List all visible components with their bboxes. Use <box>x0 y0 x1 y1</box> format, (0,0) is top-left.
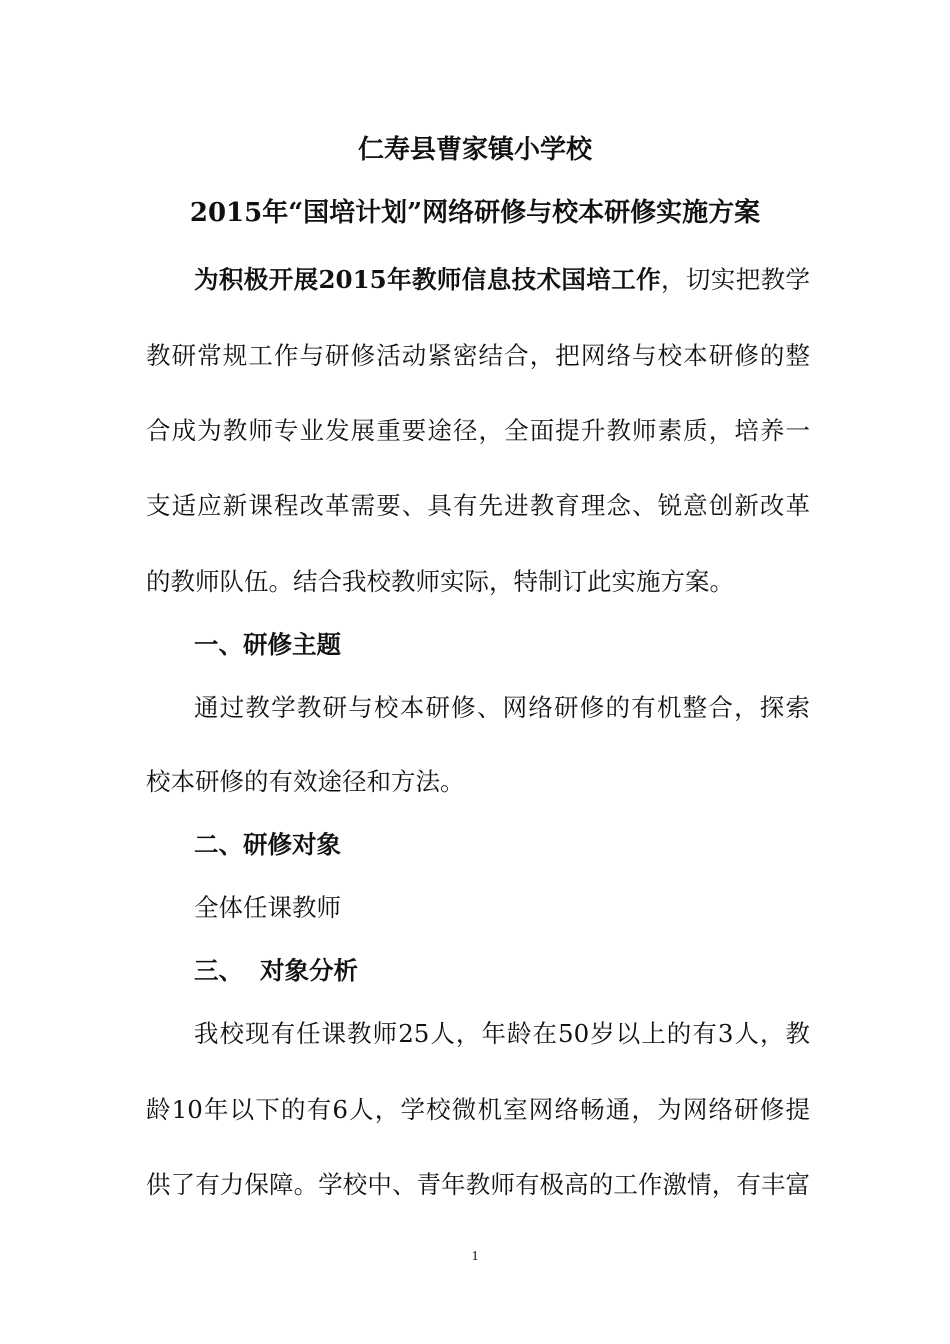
section-2-heading: 二、研修对象 <box>194 830 341 859</box>
section-1-line-1: 通过教学教研与校本研修、网络研修的有机整合，探索 <box>194 693 810 722</box>
section-3-heading: 三、 对象分析 <box>194 956 359 985</box>
section-3-line-3: 供了有力保障。学校中、青年教师有极高的工作激情，有丰富 <box>146 1170 810 1199</box>
document-title: 仁寿县曹家镇小学校 <box>357 135 592 165</box>
section-2-line-1: 全体任课教师 <box>194 893 341 922</box>
section-3-line-1: 我校现有任课教师25人，年龄在50岁以上的有3人，教 <box>194 1019 810 1048</box>
intro-line-5: 的教师队伍。结合我校教师实际，特制订此实施方案。 <box>146 567 734 596</box>
section-1-heading: 一、研修主题 <box>194 630 341 659</box>
intro-text: ，切实把教学 <box>661 265 811 294</box>
page-number: 1 <box>471 1249 479 1264</box>
section-1-line-2: 校本研修的有效途径和方法。 <box>146 767 465 796</box>
intro-line-3: 合成为教师专业发展重要途径，全面提升教师素质，培养一 <box>146 416 810 445</box>
section-3-line-2: 龄10年以下的有6人，学校微机室网络畅通，为网络研修提 <box>146 1095 810 1124</box>
intro-line-4: 支适应新课程改革需要、具有先进教育理念、锐意创新改革 <box>146 491 810 520</box>
document-subtitle: 2015年“国培计划”网络研修与校本研修实施方案 <box>189 198 761 228</box>
intro-bold-text: 为积极开展2015年教师信息技术国培工作 <box>194 265 661 294</box>
intro-line-2: 教研常规工作与研修活动紧密结合，把网络与校本研修的整 <box>146 341 810 370</box>
intro-line-1 <box>194 264 810 296</box>
